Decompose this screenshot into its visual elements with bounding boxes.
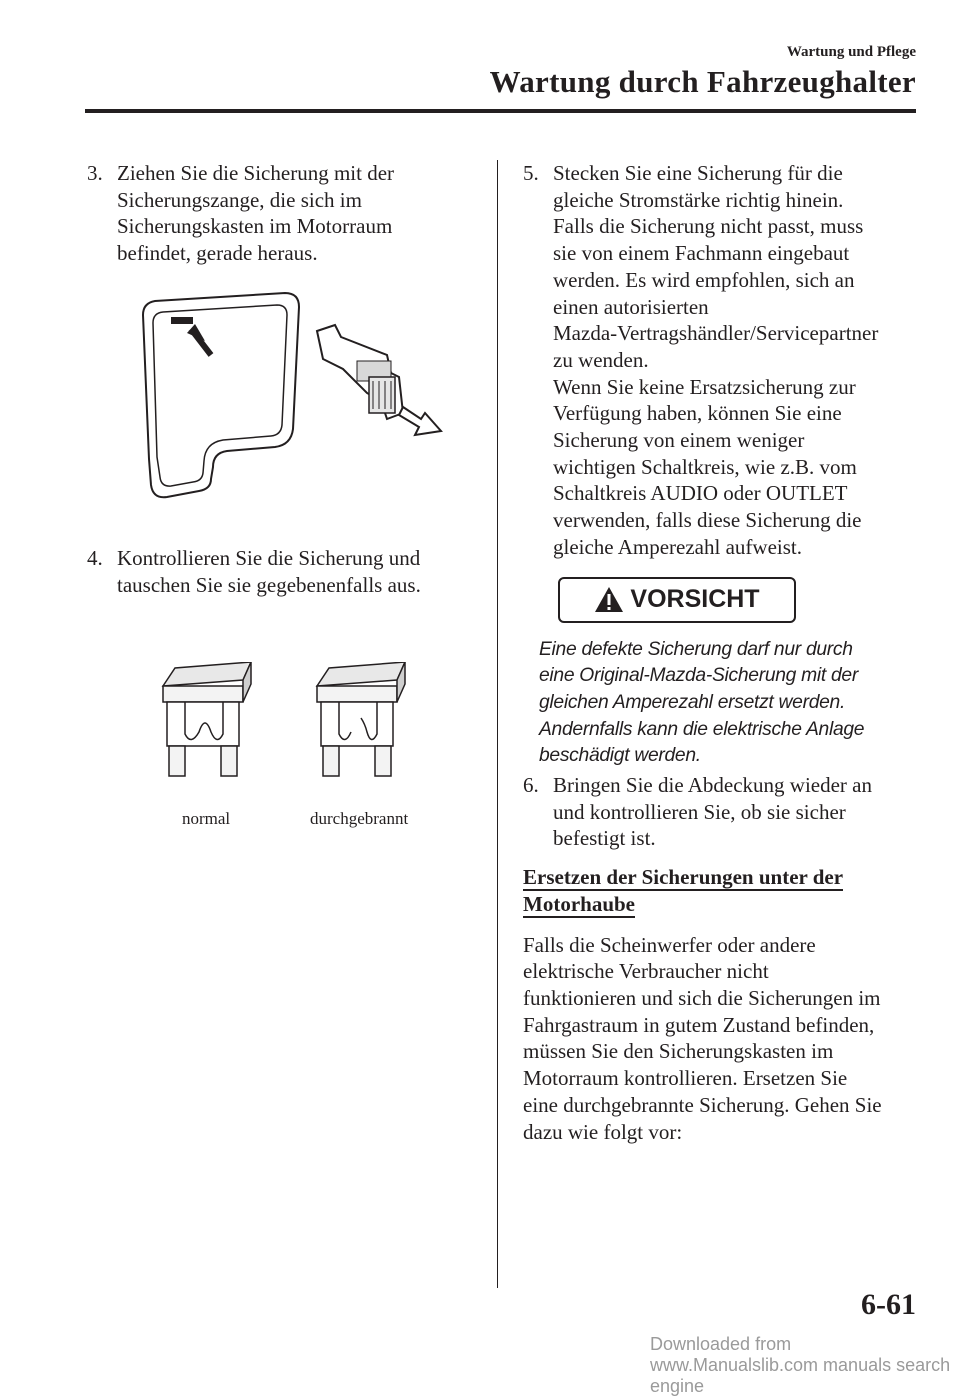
- line: Schaltkreis AUDIO oder OUTLET: [553, 481, 848, 506]
- watermark: Downloaded from www.Manualslib.com manuals search engine: [650, 1334, 951, 1396]
- line: Falls die Scheinwerfer oder andere: [523, 932, 816, 957]
- line: befindet, gerade heraus.: [117, 241, 318, 266]
- step-3: [87, 160, 467, 267]
- blown-fuse-icon: [309, 662, 419, 782]
- step-5: [523, 160, 923, 561]
- step-text: [117, 160, 467, 267]
- step-number: 4.: [87, 545, 103, 570]
- line: werden. Es wird empfohlen, sich an: [553, 267, 855, 292]
- step-number: 3.: [87, 161, 103, 185]
- line: und kontrollieren Sie, ob sie sicher: [553, 799, 846, 824]
- line: Sicherung von einem weniger: [553, 428, 805, 453]
- line: dazu wie folgt vor:: [523, 1119, 683, 1144]
- line: Ziehen Sie die Sicherung mit der: [117, 161, 395, 185]
- step-number: 5.: [523, 161, 539, 185]
- warning-title: VORSICHT: [630, 585, 760, 614]
- line: Falls die Sicherung nicht passt, muss: [553, 214, 864, 239]
- line: befestigt ist.: [553, 826, 656, 851]
- line: wichtigen Schaltkreis, wie z.B. vom: [553, 454, 857, 479]
- column-divider: [497, 160, 498, 1288]
- step-6: [523, 772, 923, 852]
- warning-text: [539, 637, 923, 771]
- line: Verfügung haben, können Sie eine: [553, 401, 842, 426]
- subheading-line: Ersetzen der Sicherungen unter der: [523, 865, 844, 890]
- line: funktionieren und sich die Sicherungen im: [523, 985, 881, 1010]
- line: müssen Sie den Sicherungskasten im: [523, 1039, 834, 1064]
- line: Stecken Sie eine Sicherung für die: [553, 161, 843, 185]
- line: Motorraum kontrollieren. Ersetzen Sie: [523, 1066, 848, 1091]
- line: beschädigt werden.: [539, 745, 701, 767]
- line: Andernfalls kann die elektrische Anlage: [539, 718, 865, 740]
- line: gleichen Amperezahl ersetzt werden.: [539, 691, 846, 713]
- header-rule: [85, 109, 916, 113]
- line: Kontrollieren Sie die Sicherung und: [117, 545, 421, 570]
- line: Bringen Sie die Abdeckung wieder an: [553, 773, 872, 798]
- line: gleiche Stromstärke richtig hinein.: [553, 187, 844, 212]
- caption-blown: durchgebrannt: [310, 809, 409, 829]
- normal-fuse-icon: [155, 662, 265, 782]
- step-text: [117, 545, 467, 598]
- line: gleiche Amperezahl aufweist.: [553, 534, 802, 559]
- line: Sicherungszange, die sich im: [117, 187, 362, 212]
- line: Mazda-Vertragshändler/Servicepartner: [553, 321, 879, 346]
- section-label: Wartung und Pflege: [786, 44, 916, 60]
- line: einen autorisierten: [553, 294, 709, 319]
- warning-triangle-icon: [594, 586, 624, 613]
- step-text: [553, 160, 923, 561]
- fuse-puller-illustration: [87, 281, 467, 531]
- step-number: 6.: [523, 773, 539, 798]
- subheading: [523, 864, 923, 917]
- line: sie von einem Fachmann eingebaut: [553, 241, 850, 266]
- line: zu wenden.: [553, 347, 649, 372]
- line: eine durchgebrannte Sicherung. Gehen Sie: [523, 1092, 882, 1117]
- page-number: 6-61: [861, 1288, 916, 1321]
- line: Sicherungskasten im Motorraum: [117, 214, 393, 239]
- left-column: [87, 160, 467, 858]
- line: tauschen Sie sie gegebenenfalls aus.: [117, 572, 421, 597]
- step-text: [553, 772, 923, 852]
- page-title: Wartung durch Fahrzeughalter: [489, 64, 916, 99]
- subheading-line: Motorhaube: [523, 891, 635, 916]
- fuse-comparison: [87, 618, 467, 858]
- line: elektrische Verbraucher nicht: [523, 959, 769, 984]
- step-4: [87, 545, 467, 598]
- line: Eine defekte Sicherung darf nur durch: [539, 638, 853, 660]
- warning-box: [558, 577, 796, 623]
- line: eine Original-Mazda-Sicherung mit der: [539, 665, 858, 687]
- caption-normal: normal: [182, 809, 231, 829]
- line: verwenden, falls diese Sicherung die: [553, 508, 862, 533]
- paragraph: [523, 932, 923, 1146]
- line: Wenn Sie keine Ersatzsicherung zur: [553, 374, 856, 399]
- right-column: [523, 160, 923, 1145]
- line: Fahrgastraum in gutem Zustand befinden,: [523, 1012, 875, 1037]
